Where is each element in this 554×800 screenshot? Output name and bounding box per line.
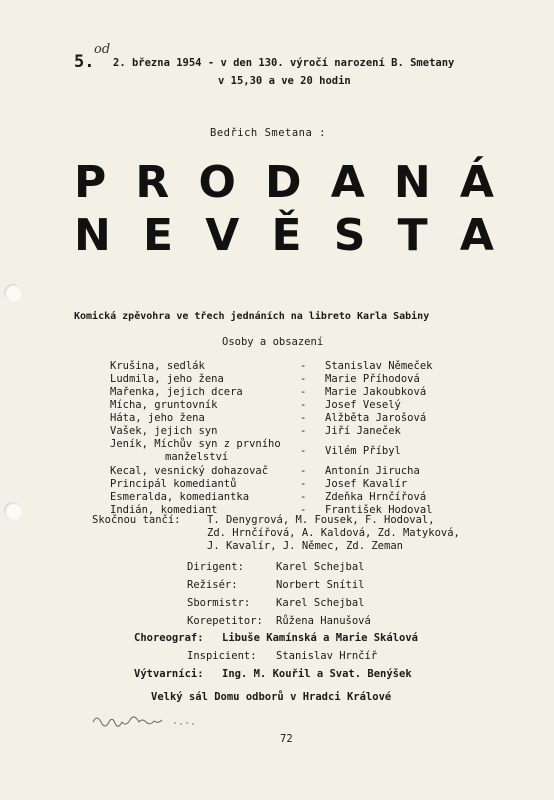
cast-dash: - — [300, 465, 307, 477]
cast-role: Ludmila, jeho žena — [110, 373, 224, 385]
credit-label: Korepetitor: — [187, 615, 263, 627]
cast-dash: - — [300, 412, 307, 424]
date-line: 2. března 1954 - v den 130. výročí narození B. Smetany — [113, 57, 455, 69]
subtitle: Komická zpěvohra ve třech jednáních na libreto Karla Sabiny — [74, 311, 430, 322]
cast-actor: František Hodoval — [325, 504, 433, 516]
cast-row-continued — [0, 451, 554, 465]
title-letter: O — [198, 157, 236, 208]
cast-role-continued: manželství — [165, 451, 229, 463]
handwritten-signature — [90, 710, 200, 732]
cast-dash: - — [300, 445, 307, 457]
title-letter: A — [330, 157, 365, 208]
cast-row — [0, 399, 554, 413]
credit-name: Karel Schejbal — [276, 597, 365, 609]
cast-actor: Josef Kavalír — [325, 478, 408, 490]
cast-row — [0, 386, 554, 400]
cast-actor: Alžběta Jarošová — [325, 412, 427, 424]
handwritten-mark: od — [94, 42, 111, 57]
cast-actor: Vilém Příbyl — [325, 445, 401, 457]
cast-role: Mícha, gruntovník — [110, 399, 218, 411]
cast-actor: Josef Veselý — [325, 399, 401, 411]
cast-dash: - — [300, 491, 307, 503]
cast-actor: Zdeňka Hrnčířová — [325, 491, 427, 503]
cast-dash: - — [300, 386, 307, 398]
title-letter: T — [397, 210, 428, 261]
cast-heading: Osoby a obsazení — [222, 336, 324, 348]
title-letter: A — [459, 210, 494, 261]
cast-actor: Stanislav Němeček — [325, 360, 433, 372]
title-letter: D — [265, 157, 302, 208]
punch-hole — [4, 284, 22, 302]
cast-role: Háta, jeho žena — [110, 412, 205, 424]
cast-row — [0, 360, 554, 374]
cast-dash: - — [300, 425, 307, 437]
dancers-label: Skočnou tančí: — [92, 514, 181, 526]
credit-name: Norbert Snítil — [276, 579, 365, 591]
dancers-line: Zd. Hrnčířová, A. Kaldová, Zd. Matyková, — [207, 527, 460, 539]
cast-role: Mařenka, jejich dcera — [110, 386, 243, 398]
cast-dash: - — [300, 478, 307, 490]
credit-label: Sbormistr: — [187, 597, 251, 609]
cast-actor: Marie Jakoubková — [325, 386, 427, 398]
cast-role: Esmeralda, komediantka — [110, 491, 250, 503]
programme-number: 5. — [74, 52, 95, 72]
cast-row — [0, 412, 554, 426]
cast-row — [0, 491, 554, 505]
cast-dash: - — [300, 373, 307, 385]
credit-label: Inspicient: — [187, 650, 257, 662]
title-letter: E — [143, 210, 174, 261]
cast-dash: - — [300, 504, 307, 516]
composer: Bedřich Smetana : — [210, 127, 326, 139]
credit-name: Růžena Hanušová — [276, 615, 371, 627]
cast-role: Vašek, jejich syn — [110, 425, 218, 437]
credit-label: Dirigent: — [187, 561, 244, 573]
cast-role: Principál komediantů — [110, 478, 237, 490]
time-line: v 15,30 a ve 20 hodin — [218, 75, 351, 87]
cast-actor: Antonín Jirucha — [325, 465, 420, 477]
title-letter: Ě — [271, 210, 302, 261]
cast-role: Indián, komediant — [110, 504, 218, 516]
credit-name: Ing. M. Kouřil a Svat. Benýšek — [222, 668, 412, 680]
cast-row — [0, 478, 554, 492]
venue: Velký sál Domu odborů v Hradci Králové — [151, 691, 392, 703]
title-letter: V — [205, 210, 240, 261]
title-letter: N — [74, 210, 111, 261]
title-line-2 — [74, 210, 494, 261]
title-letter: N — [393, 157, 431, 208]
cast-dash: - — [300, 399, 307, 411]
credit-label: Choreograf: — [134, 632, 204, 644]
title-line-1 — [74, 157, 494, 208]
cast-role: Krušina, sedlák — [110, 360, 205, 372]
title-letter: S — [333, 210, 366, 261]
page-number: 72 — [280, 733, 293, 745]
credit-name: Karel Schejbal — [276, 561, 365, 573]
cast-row — [0, 373, 554, 387]
cast-actor: Jiří Janeček — [325, 425, 401, 437]
title-letter: R — [135, 157, 170, 208]
dancers-line: J. Kavalír, J. Němec, Zd. Zeman — [207, 540, 403, 552]
credit-name: Stanislav Hrnčíř — [276, 650, 378, 662]
cast-row — [0, 425, 554, 439]
dancers-line: T. Denygrová, M. Fousek, F. Hodoval, — [207, 514, 435, 526]
cast-role: Kecal, vesnický dohazovač — [110, 465, 269, 477]
cast-dash: - — [300, 360, 307, 372]
credit-label: Výtvarníci: — [134, 668, 204, 680]
credit-name: Libuše Kamínská a Marie Skálová — [222, 632, 418, 644]
credit-label: Režisér: — [187, 579, 238, 591]
cast-role: Jeník, Míchův syn z prvního — [110, 438, 281, 450]
title-letter: Á — [459, 157, 494, 208]
title-letter: P — [74, 157, 107, 208]
cast-row — [0, 465, 554, 479]
cast-actor: Marie Příhodová — [325, 373, 420, 385]
